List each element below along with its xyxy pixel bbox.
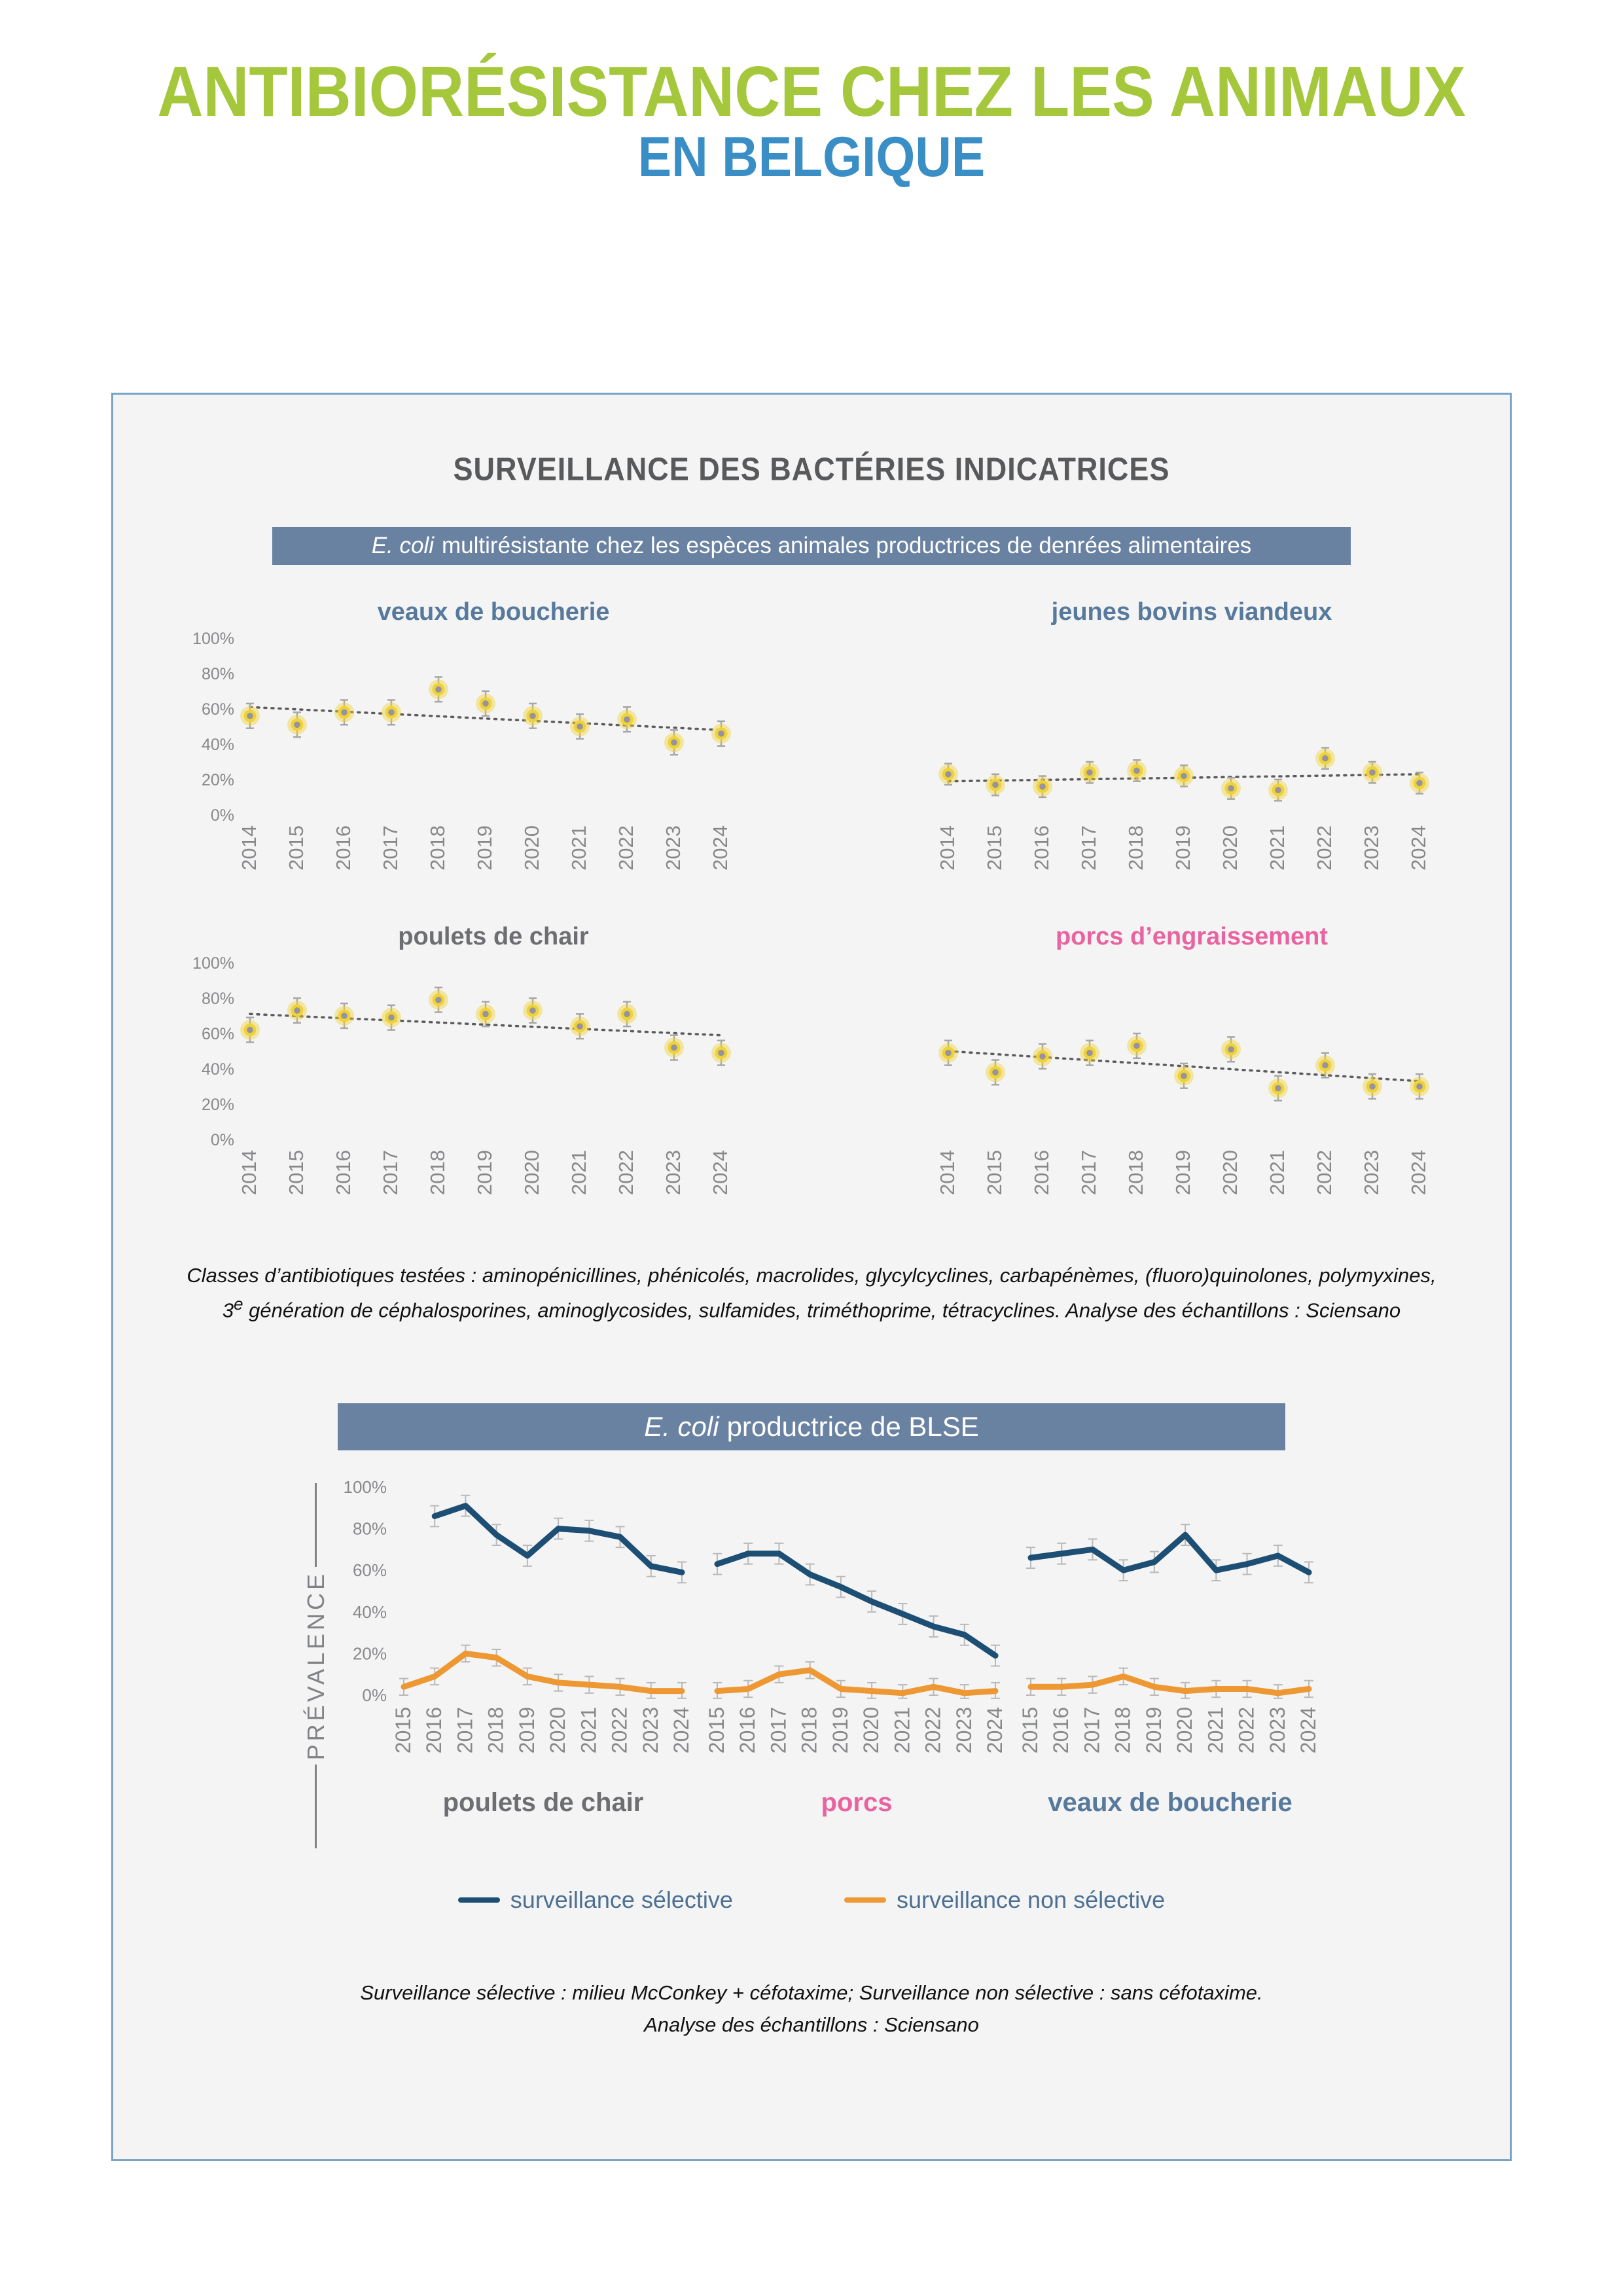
x-tick-label: 2019 (828, 1707, 852, 1754)
x-tick-label: 2024 (669, 1707, 693, 1754)
x-tick-label: 2022 (1234, 1707, 1258, 1754)
legend-line-swatch (844, 1897, 886, 1903)
svg-text:20%: 20% (201, 771, 234, 789)
x-tick-label: 2023 (1359, 825, 1383, 870)
legend-line-swatch (458, 1897, 500, 1903)
x-tick-label: 2015 (391, 1707, 415, 1754)
prevalence-axis-label (296, 1483, 336, 1848)
scatter-chart-3 (812, 920, 1510, 1226)
legend-label: surveillance sélective (510, 1886, 733, 1913)
x-tick-label: 2019 (1141, 1707, 1166, 1754)
scatter-chart-title: poulets de chair (398, 922, 589, 950)
x-tick-label: 2022 (921, 1707, 945, 1754)
x-tick-label: 2023 (1359, 1150, 1383, 1195)
x-tick-label: 2020 (1172, 1707, 1196, 1754)
blse-panels-row (296, 1477, 1327, 1848)
x-tick-label: 2017 (378, 825, 402, 870)
x-tick-label: 2017 (766, 1707, 790, 1754)
legend-label: surveillance non sélective (896, 1886, 1166, 1913)
x-tick-label: 2020 (545, 1707, 569, 1754)
x-tick-label: 2020 (1218, 1150, 1241, 1195)
x-tick-label: 2015 (284, 825, 308, 870)
x-tick-label: 2016 (331, 825, 355, 870)
infographic-card (111, 393, 1512, 2161)
svg-text:60%: 60% (201, 700, 234, 719)
axis-label-dash-top (315, 1483, 317, 1567)
antibiotic-classes-note (113, 1260, 1510, 1326)
x-tick-label: 2019 (473, 825, 496, 870)
x-tick-label: 2024 (1296, 1707, 1320, 1754)
scatter-chart-title: veaux de boucherie (377, 598, 610, 626)
x-tick-label: 2022 (1312, 825, 1336, 870)
x-tick-label: 2018 (1124, 825, 1147, 870)
svg-text:100%: 100% (192, 630, 234, 648)
scatter-charts-grid (113, 595, 1510, 1226)
blse-panel-label: veaux de boucherie (1048, 1788, 1293, 1818)
x-tick-label: 2021 (576, 1707, 600, 1754)
x-tick-label: 2017 (1077, 825, 1100, 870)
x-tick-label: 2019 (1171, 825, 1194, 870)
scatter-chart-0 (113, 595, 812, 901)
x-tick-label: 2024 (708, 825, 732, 870)
blse-panel-label: porcs (821, 1788, 893, 1818)
blse-panel-2 (1014, 1477, 1327, 1818)
scatter-chart-1 (812, 595, 1510, 901)
x-tick-label: 2022 (614, 825, 637, 870)
x-tick-label: 2023 (1265, 1707, 1289, 1754)
scatter-chart-svg (185, 629, 741, 901)
x-tick-label: 2021 (567, 1150, 590, 1195)
x-tick-label: 2016 (1029, 825, 1053, 870)
svg-text:60%: 60% (201, 1025, 234, 1043)
blse-panel-svg (1014, 1477, 1327, 1784)
x-tick-label: 2018 (1124, 1150, 1147, 1195)
banner2-text: productrice de BLSE (726, 1411, 979, 1443)
x-tick-label: 2018 (425, 1150, 449, 1195)
scatter-chart-title: jeunes bovins viandeux (1051, 598, 1332, 626)
svg-text:0%: 0% (210, 1131, 234, 1149)
blse-panel-0 (336, 1477, 700, 1818)
svg-text:40%: 40% (201, 736, 234, 754)
x-tick-label: 2021 (889, 1707, 914, 1754)
x-tick-label: 2015 (1018, 1707, 1042, 1754)
blse-panel-svg (700, 1477, 1014, 1784)
x-tick-label: 2020 (520, 825, 543, 870)
banner-ecoli-multiresistant (272, 527, 1351, 565)
x-tick-label: 2014 (935, 825, 959, 870)
x-tick-label: 2018 (1111, 1707, 1135, 1754)
x-tick-label: 2018 (797, 1707, 821, 1754)
page-title (0, 0, 1623, 188)
x-tick-label: 2017 (1077, 1150, 1100, 1195)
svg-text:0%: 0% (361, 1685, 387, 1706)
x-tick-label: 2020 (520, 1150, 543, 1195)
blse-panel-label: poulets de chair (442, 1788, 644, 1818)
x-tick-label: 2020 (1218, 825, 1241, 870)
classes-note-line2-rest: génération de céphalosporines, aminoglycosides, sulfamides, triméthoprime, tétracyclines. Analyse des échantillons : Sciensano (243, 1299, 1401, 1322)
x-tick-label: 2024 (708, 1150, 732, 1195)
banner-ecoli-blse (338, 1403, 1285, 1450)
x-tick-label: 2023 (952, 1707, 976, 1754)
banner2-species-italic: E. coli (644, 1411, 719, 1443)
scatter-chart-svg (883, 954, 1439, 1226)
classes-note-line2-num: 3 (222, 1299, 234, 1322)
blse-note-line2: Analyse des échantillons : Sciensano (644, 2013, 979, 2037)
x-tick-label: 2023 (661, 1150, 685, 1195)
x-tick-label: 2016 (331, 1150, 355, 1195)
blse-panel-1 (700, 1477, 1014, 1818)
blse-legend (458, 1886, 1165, 1914)
x-tick-label: 2015 (982, 1150, 1006, 1195)
scatter-chart-title: porcs d’engraissement (1055, 922, 1329, 950)
x-tick-label: 2018 (425, 825, 449, 870)
scatter-chart-svg (185, 954, 741, 1226)
legend-item-non-selective (844, 1886, 1165, 1914)
section-title: SURVEILLANCE DES BACTÉRIES INDICATRICES (453, 450, 1170, 488)
x-tick-label: 2014 (935, 1150, 959, 1195)
x-tick-label: 2014 (237, 825, 260, 870)
classes-note-line1: Classes d’antibiotiques testées : aminopénicillines, phénicolés, macrolides, glycylcyclines, carbapénèmes, (fluoro)quinolones, polymyxines, (187, 1264, 1436, 1287)
x-tick-label: 2016 (735, 1707, 759, 1754)
x-tick-label: 2021 (1203, 1707, 1227, 1754)
x-tick-label: 2015 (704, 1707, 728, 1754)
banner1-species-italic: E. coli (371, 533, 435, 558)
svg-text:40%: 40% (352, 1602, 387, 1623)
x-tick-label: 2016 (421, 1707, 446, 1754)
x-tick-label: 2019 (1171, 1150, 1194, 1195)
axis-label-dash-bottom (315, 1765, 317, 1848)
x-tick-label: 2022 (607, 1707, 632, 1754)
svg-text:0%: 0% (210, 806, 234, 825)
x-tick-label: 2017 (452, 1707, 476, 1754)
x-tick-label: 2021 (567, 825, 590, 870)
x-tick-label: 2022 (1312, 1150, 1336, 1195)
svg-text:100%: 100% (192, 954, 234, 973)
x-tick-label: 2017 (1079, 1707, 1103, 1754)
scatter-chart-svg (883, 629, 1439, 901)
x-tick-label: 2024 (982, 1707, 1007, 1754)
x-tick-label: 2024 (1406, 825, 1430, 870)
x-tick-label: 2018 (484, 1707, 508, 1754)
blse-panel-svg (336, 1477, 700, 1784)
x-tick-label: 2015 (982, 825, 1006, 870)
x-tick-label: 2019 (473, 1150, 496, 1195)
legend-item-selective (458, 1886, 733, 1914)
x-tick-label: 2024 (1406, 1150, 1430, 1195)
x-tick-label: 2015 (284, 1150, 308, 1195)
x-tick-label: 2020 (859, 1707, 883, 1754)
blse-method-note (360, 1977, 1262, 2041)
x-tick-label: 2023 (638, 1707, 662, 1754)
page-title-line2: EN BELGIQUE (637, 125, 986, 188)
svg-text:80%: 80% (201, 665, 234, 683)
svg-text:60%: 60% (352, 1560, 387, 1581)
blse-note-line1: Surveillance sélective : milieu McConkey + céfotaxime; Surveillance non sélective : sans céfotaxime. (360, 1981, 1263, 2004)
x-tick-label: 2016 (1048, 1707, 1073, 1754)
classes-note-line2-sup: e (234, 1295, 243, 1314)
x-tick-label: 2021 (1265, 1150, 1289, 1195)
svg-text:100%: 100% (343, 1477, 387, 1498)
x-tick-label: 2016 (1029, 1150, 1053, 1195)
prevalence-text: PRÉVALENCE (302, 1571, 329, 1761)
svg-text:40%: 40% (201, 1060, 234, 1079)
x-tick-label: 2019 (514, 1707, 539, 1754)
svg-text:20%: 20% (201, 1096, 234, 1114)
x-tick-label: 2022 (614, 1150, 637, 1195)
blse-section (113, 1403, 1510, 2041)
svg-text:80%: 80% (352, 1519, 387, 1539)
scatter-chart-2 (113, 920, 812, 1226)
banner1-text: multirésistante chez les espèces animales productrices de denrées alimentaires (442, 533, 1252, 558)
svg-text:20%: 20% (352, 1643, 387, 1664)
x-tick-label: 2023 (661, 825, 685, 870)
svg-text:80%: 80% (201, 990, 234, 1008)
page-title-line1: ANTIBIORÉSISTANCE CHEZ LES ANIMAUX (157, 51, 1466, 132)
x-tick-label: 2017 (378, 1150, 402, 1195)
x-tick-label: 2021 (1265, 825, 1289, 870)
x-tick-label: 2014 (237, 1150, 260, 1195)
